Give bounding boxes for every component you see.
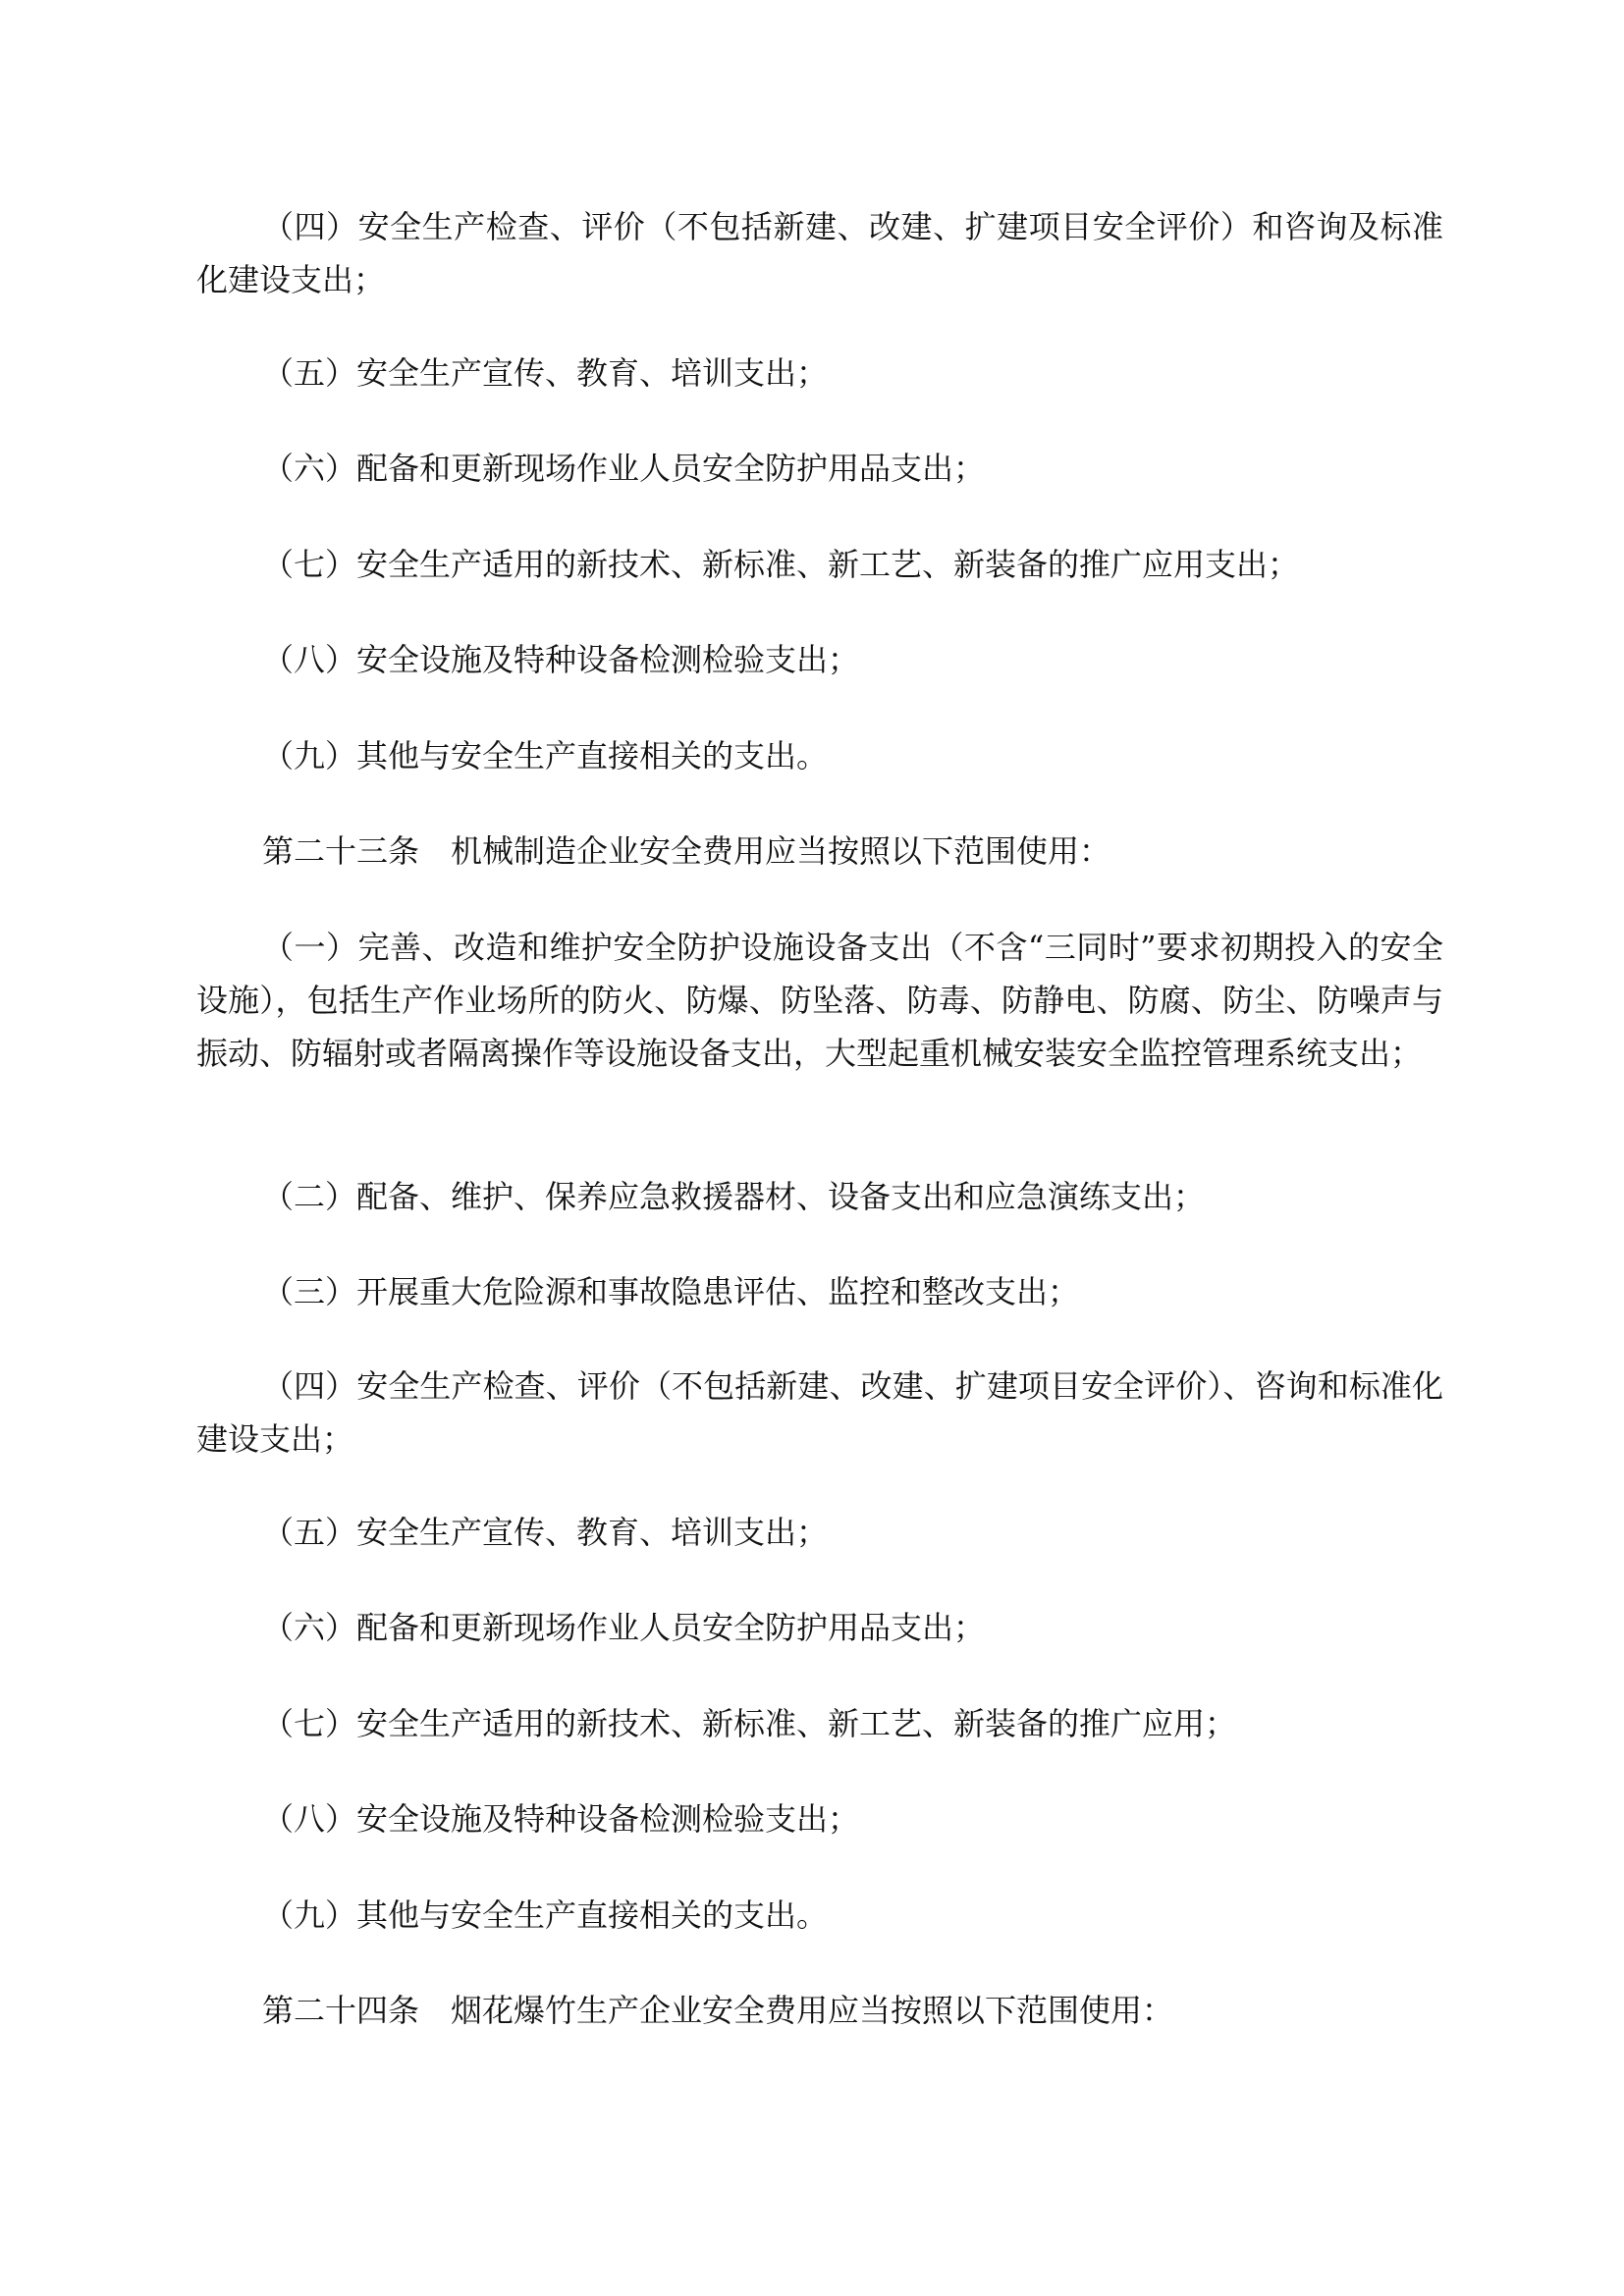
paragraph-item-4-safety-inspection: （四）安全生产检查、评价（不包括新建、改建、扩建项目安全评价）和咨询及标准化建设支出；: [196, 208, 1443, 298]
paragraph-item-6-protective-equipment-b: （六）配备和更新现场作业人员安全防护用品支出；: [262, 1609, 986, 1646]
article-23-heading: 第二十三条 机械制造企业安全费用应当按照以下范围使用：: [262, 832, 1111, 870]
paragraph-item-7-new-technology-b: （七）安全生产适用的新技术、新标准、新工艺、新装备的推广应用；: [262, 1705, 1237, 1742]
paragraph-item-6-protective-equipment: （六）配备和更新现场作业人员安全防护用品支出；: [262, 450, 986, 487]
paragraph-item-8-facility-inspection-b: （八）安全设施及特种设备检测检验支出；: [262, 1800, 860, 1838]
paragraph-item-1-protective-facilities: （一）完善、改造和维护安全防护设施设备支出（不含“三同时”要求初期投入的安全设施），包括生产作业场所的防火、防爆、防坠落、防毒、防静电、防腐、防尘、防噪声与振动、防辐射或者隔离操作等设施设备支出，大型起重机械安装安全监控管理系统支出；: [196, 929, 1443, 1072]
paragraph-item-5-publicity-training: （五）安全生产宣传、教育、培训支出；: [262, 354, 829, 392]
paragraph-item-4-safety-inspection-b: （四）安全生产检查、评价（不包括新建、改建、扩建项目安全评价）、咨询和标准化建设支出；: [196, 1367, 1443, 1458]
paragraph-item-7-new-technology: （七）安全生产适用的新技术、新标准、新工艺、新装备的推广应用支出；: [262, 546, 1300, 583]
paragraph-item-3-hazard-assessment: （三）开展重大危险源和事故隐患评估、监控和整改支出；: [262, 1273, 1080, 1310]
paragraph-item-2-emergency-equipment: （二）配备、维护、保养应急救援器材、设备支出和应急演练支出；: [262, 1178, 1206, 1215]
article-24-heading: 第二十四条 烟花爆竹生产企业安全费用应当按照以下范围使用：: [262, 1992, 1174, 2029]
paragraph-item-5-publicity-training-b: （五）安全生产宣传、教育、培训支出；: [262, 1514, 829, 1551]
paragraph-item-9-other-expenses-b: （九）其他与安全生产直接相关的支出。: [262, 1896, 829, 1934]
paragraph-item-8-facility-inspection: （八）安全设施及特种设备检测检验支出；: [262, 641, 860, 678]
paragraph-item-9-other-expenses: （九）其他与安全生产直接相关的支出。: [262, 737, 829, 774]
